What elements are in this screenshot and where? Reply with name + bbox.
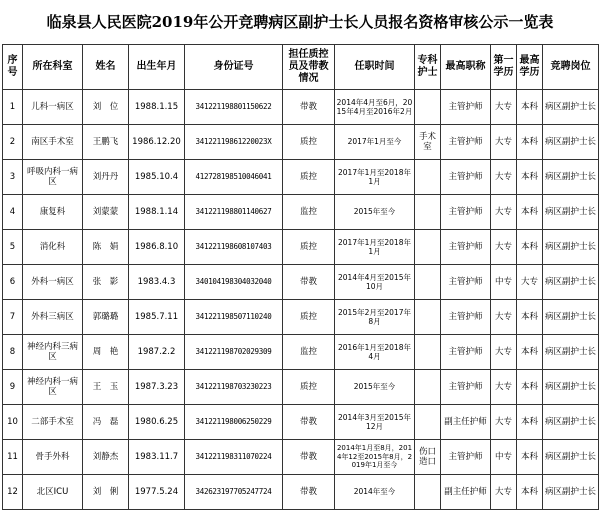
cell-first-education: 大专	[491, 300, 517, 335]
cell-department: 神经内科一病区	[23, 370, 83, 405]
cell-position: 病区副护士长	[543, 230, 599, 265]
table-row	[3, 160, 599, 195]
cell-id-number: 342623197705247724	[185, 475, 283, 510]
cell-title: 主管护师	[441, 125, 491, 160]
cell-name: 冯 磊	[83, 405, 129, 440]
cell-position: 病区副护士长	[543, 125, 599, 160]
cell-birthdate: 1987.2.2	[129, 335, 185, 370]
cell-name: 刘静杰	[83, 440, 129, 475]
table-row	[3, 440, 599, 475]
header-highest-education: 最高学历	[517, 45, 543, 90]
cell-first-education: 大专	[491, 195, 517, 230]
cell-department: 北区ICU	[23, 475, 83, 510]
cell-department: 外科三病区	[23, 300, 83, 335]
cell-birthdate: 1988.1.14	[129, 195, 185, 230]
cell-birthdate: 1977.5.24	[129, 475, 185, 510]
cell-highest-education: 本科	[517, 230, 543, 265]
table-row	[3, 265, 599, 300]
table-row	[3, 335, 599, 370]
cell-birthdate: 1983.4.3	[129, 265, 185, 300]
cell-birthdate: 1985.10.4	[129, 160, 185, 195]
cell-index: 1	[3, 90, 23, 125]
cell-highest-education: 本科	[517, 475, 543, 510]
cell-birthdate: 1986.12.20	[129, 125, 185, 160]
cell-name: 王鹏飞	[83, 125, 129, 160]
cell-title: 主管护师	[441, 370, 491, 405]
cell-id-number: 34122119861220023X	[185, 125, 283, 160]
cell-position: 病区副护士长	[543, 300, 599, 335]
cell-tenure: 2014年1月至8月，2014年12至2015年8月，2019年1月至今	[335, 440, 415, 475]
cell-department: 外科一病区	[23, 265, 83, 300]
cell-specialist-nurse	[415, 265, 441, 300]
cell-qc-teaching: 监控	[283, 335, 335, 370]
header-birthdate: 出生年月	[129, 45, 185, 90]
cell-position: 病区副护士长	[543, 405, 599, 440]
cell-id-number: 341221198801140627	[185, 195, 283, 230]
cell-id-number: 341221198608107403	[185, 230, 283, 265]
cell-department: 神经内科三病区	[23, 335, 83, 370]
cell-qc-teaching: 质控	[283, 125, 335, 160]
cell-qc-teaching: 质控	[283, 230, 335, 265]
cell-first-education: 中专	[491, 440, 517, 475]
cell-qc-teaching: 质控	[283, 370, 335, 405]
header-first-education: 第一学历	[491, 45, 517, 90]
cell-highest-education: 本科	[517, 125, 543, 160]
table-row	[3, 90, 599, 125]
cell-tenure: 2014年4月至6月，2015年4月至2016年2月	[335, 90, 415, 125]
cell-first-education: 中专	[491, 265, 517, 300]
cell-position: 病区副护士长	[543, 475, 599, 510]
header-department: 所在科室	[23, 45, 83, 90]
cell-index: 8	[3, 335, 23, 370]
cell-tenure: 2014年至今	[335, 475, 415, 510]
cell-id-number: 341221198311070224	[185, 440, 283, 475]
table-row	[3, 475, 599, 510]
cell-specialist-nurse	[415, 160, 441, 195]
cell-qc-teaching: 带教	[283, 405, 335, 440]
table-header-row	[3, 45, 599, 90]
cell-specialist-nurse	[415, 230, 441, 265]
cell-birthdate: 1987.3.23	[129, 370, 185, 405]
cell-specialist-nurse: 伤口造口	[415, 440, 441, 475]
cell-specialist-nurse	[415, 475, 441, 510]
header-index: 序号	[3, 45, 23, 90]
cell-name: 张 影	[83, 265, 129, 300]
cell-first-education: 大专	[491, 475, 517, 510]
cell-department: 消化科	[23, 230, 83, 265]
cell-id-number: 412728198510046041	[185, 160, 283, 195]
cell-name: 陈 娟	[83, 230, 129, 265]
cell-department: 呼吸内科一病区	[23, 160, 83, 195]
cell-id-number: 341221198703230223	[185, 370, 283, 405]
cell-title: 副主任护师	[441, 405, 491, 440]
cell-index: 11	[3, 440, 23, 475]
cell-tenure: 2015年至今	[335, 195, 415, 230]
cell-name: 刘蒙蒙	[83, 195, 129, 230]
cell-specialist-nurse	[415, 370, 441, 405]
cell-title: 主管护师	[441, 300, 491, 335]
cell-name: 郭璐璐	[83, 300, 129, 335]
cell-title: 副主任护师	[441, 475, 491, 510]
cell-tenure: 2015年至今	[335, 370, 415, 405]
cell-first-education: 大专	[491, 335, 517, 370]
cell-tenure: 2014年3月至2015年12月	[335, 405, 415, 440]
cell-highest-education: 本科	[517, 405, 543, 440]
cell-department: 南区手术室	[23, 125, 83, 160]
cell-title: 主管护师	[441, 160, 491, 195]
cell-name: 刘 俐	[83, 475, 129, 510]
cell-qc-teaching: 带教	[283, 90, 335, 125]
table-row	[3, 405, 599, 440]
cell-highest-education: 本科	[517, 370, 543, 405]
cell-qc-teaching: 带教	[283, 265, 335, 300]
header-title: 最高职称	[441, 45, 491, 90]
table-row	[3, 230, 599, 265]
cell-qc-teaching: 带教	[283, 440, 335, 475]
cell-tenure: 2017年1月至2018年1月	[335, 160, 415, 195]
cell-specialist-nurse	[415, 300, 441, 335]
cell-tenure: 2015年2月至2017年8月	[335, 300, 415, 335]
cell-title: 主管护师	[441, 265, 491, 300]
cell-title: 主管护师	[441, 335, 491, 370]
cell-position: 病区副护士长	[543, 160, 599, 195]
table-row	[3, 300, 599, 335]
cell-qc-teaching: 质控	[283, 160, 335, 195]
cell-first-education: 大专	[491, 370, 517, 405]
cell-index: 7	[3, 300, 23, 335]
table-row	[3, 125, 599, 160]
cell-birthdate: 1988.1.15	[129, 90, 185, 125]
cell-qc-teaching: 监控	[283, 195, 335, 230]
header-id-number: 身份证号	[185, 45, 283, 90]
cell-birthdate: 1985.7.11	[129, 300, 185, 335]
cell-position: 病区副护士长	[543, 90, 599, 125]
cell-position: 病区副护士长	[543, 195, 599, 230]
cell-department: 儿科一病区	[23, 90, 83, 125]
cell-index: 3	[3, 160, 23, 195]
cell-highest-education: 本科	[517, 160, 543, 195]
cell-id-number: 341221198507110240	[185, 300, 283, 335]
cell-department: 康复科	[23, 195, 83, 230]
page-title: 临泉县人民医院2019年公开竞聘病区副护士长人员报名资格审核公示一览表	[46, 13, 554, 31]
cell-department: 二部手术室	[23, 405, 83, 440]
cell-specialist-nurse	[415, 195, 441, 230]
cell-index: 9	[3, 370, 23, 405]
cell-specialist-nurse: 手术室	[415, 125, 441, 160]
cell-title: 主管护师	[441, 440, 491, 475]
cell-id-number: 340104198304032040	[185, 265, 283, 300]
cell-first-education: 大专	[491, 125, 517, 160]
cell-index: 2	[3, 125, 23, 160]
header-qc-teaching: 担任质控员及带教情况	[283, 45, 335, 90]
cell-position: 病区副护士长	[543, 335, 599, 370]
header-name: 姓名	[83, 45, 129, 90]
cell-highest-education: 本科	[517, 300, 543, 335]
cell-department: 骨手外科	[23, 440, 83, 475]
table-row	[3, 370, 599, 405]
cell-id-number: 341221198801150622	[185, 90, 283, 125]
cell-position: 病区副护士长	[543, 440, 599, 475]
cell-title: 主管护师	[441, 230, 491, 265]
cell-title: 主管护师	[441, 195, 491, 230]
cell-index: 5	[3, 230, 23, 265]
cell-first-education: 大专	[491, 160, 517, 195]
header-position: 竞聘岗位	[543, 45, 599, 90]
cell-highest-education: 本科	[517, 440, 543, 475]
cell-name: 刘丹丹	[83, 160, 129, 195]
cell-specialist-nurse	[415, 90, 441, 125]
applicant-table	[2, 44, 599, 510]
cell-birthdate: 1980.6.25	[129, 405, 185, 440]
cell-tenure: 2017年1月至今	[335, 125, 415, 160]
header-specialist-nurse: 专科护士	[415, 45, 441, 90]
cell-highest-education: 大专	[517, 265, 543, 300]
cell-index: 10	[3, 405, 23, 440]
cell-tenure: 2016年1月至2018年4月	[335, 335, 415, 370]
cell-specialist-nurse	[415, 335, 441, 370]
cell-index: 4	[3, 195, 23, 230]
cell-highest-education: 本科	[517, 335, 543, 370]
cell-name: 王 玉	[83, 370, 129, 405]
cell-position: 病区副护士长	[543, 265, 599, 300]
cell-first-education: 大专	[491, 90, 517, 125]
cell-first-education: 大专	[491, 405, 517, 440]
cell-birthdate: 1986.8.10	[129, 230, 185, 265]
cell-birthdate: 1983.11.7	[129, 440, 185, 475]
cell-id-number: 341221198702029309	[185, 335, 283, 370]
cell-index: 12	[3, 475, 23, 510]
cell-position: 病区副护士长	[543, 370, 599, 405]
cell-id-number: 341221198006250229	[185, 405, 283, 440]
cell-specialist-nurse	[415, 405, 441, 440]
cell-name: 刘 位	[83, 90, 129, 125]
table-row	[3, 195, 599, 230]
cell-first-education: 大专	[491, 230, 517, 265]
cell-name: 周 艳	[83, 335, 129, 370]
header-tenure: 任职时间	[335, 45, 415, 90]
cell-highest-education: 本科	[517, 90, 543, 125]
cell-tenure: 2017年1月至2018年1月	[335, 230, 415, 265]
cell-highest-education: 本科	[517, 195, 543, 230]
cell-index: 6	[3, 265, 23, 300]
cell-qc-teaching: 带教	[283, 475, 335, 510]
cell-title: 主管护师	[441, 90, 491, 125]
cell-tenure: 2014年4月至2015年10月	[335, 265, 415, 300]
cell-qc-teaching: 质控	[283, 300, 335, 335]
